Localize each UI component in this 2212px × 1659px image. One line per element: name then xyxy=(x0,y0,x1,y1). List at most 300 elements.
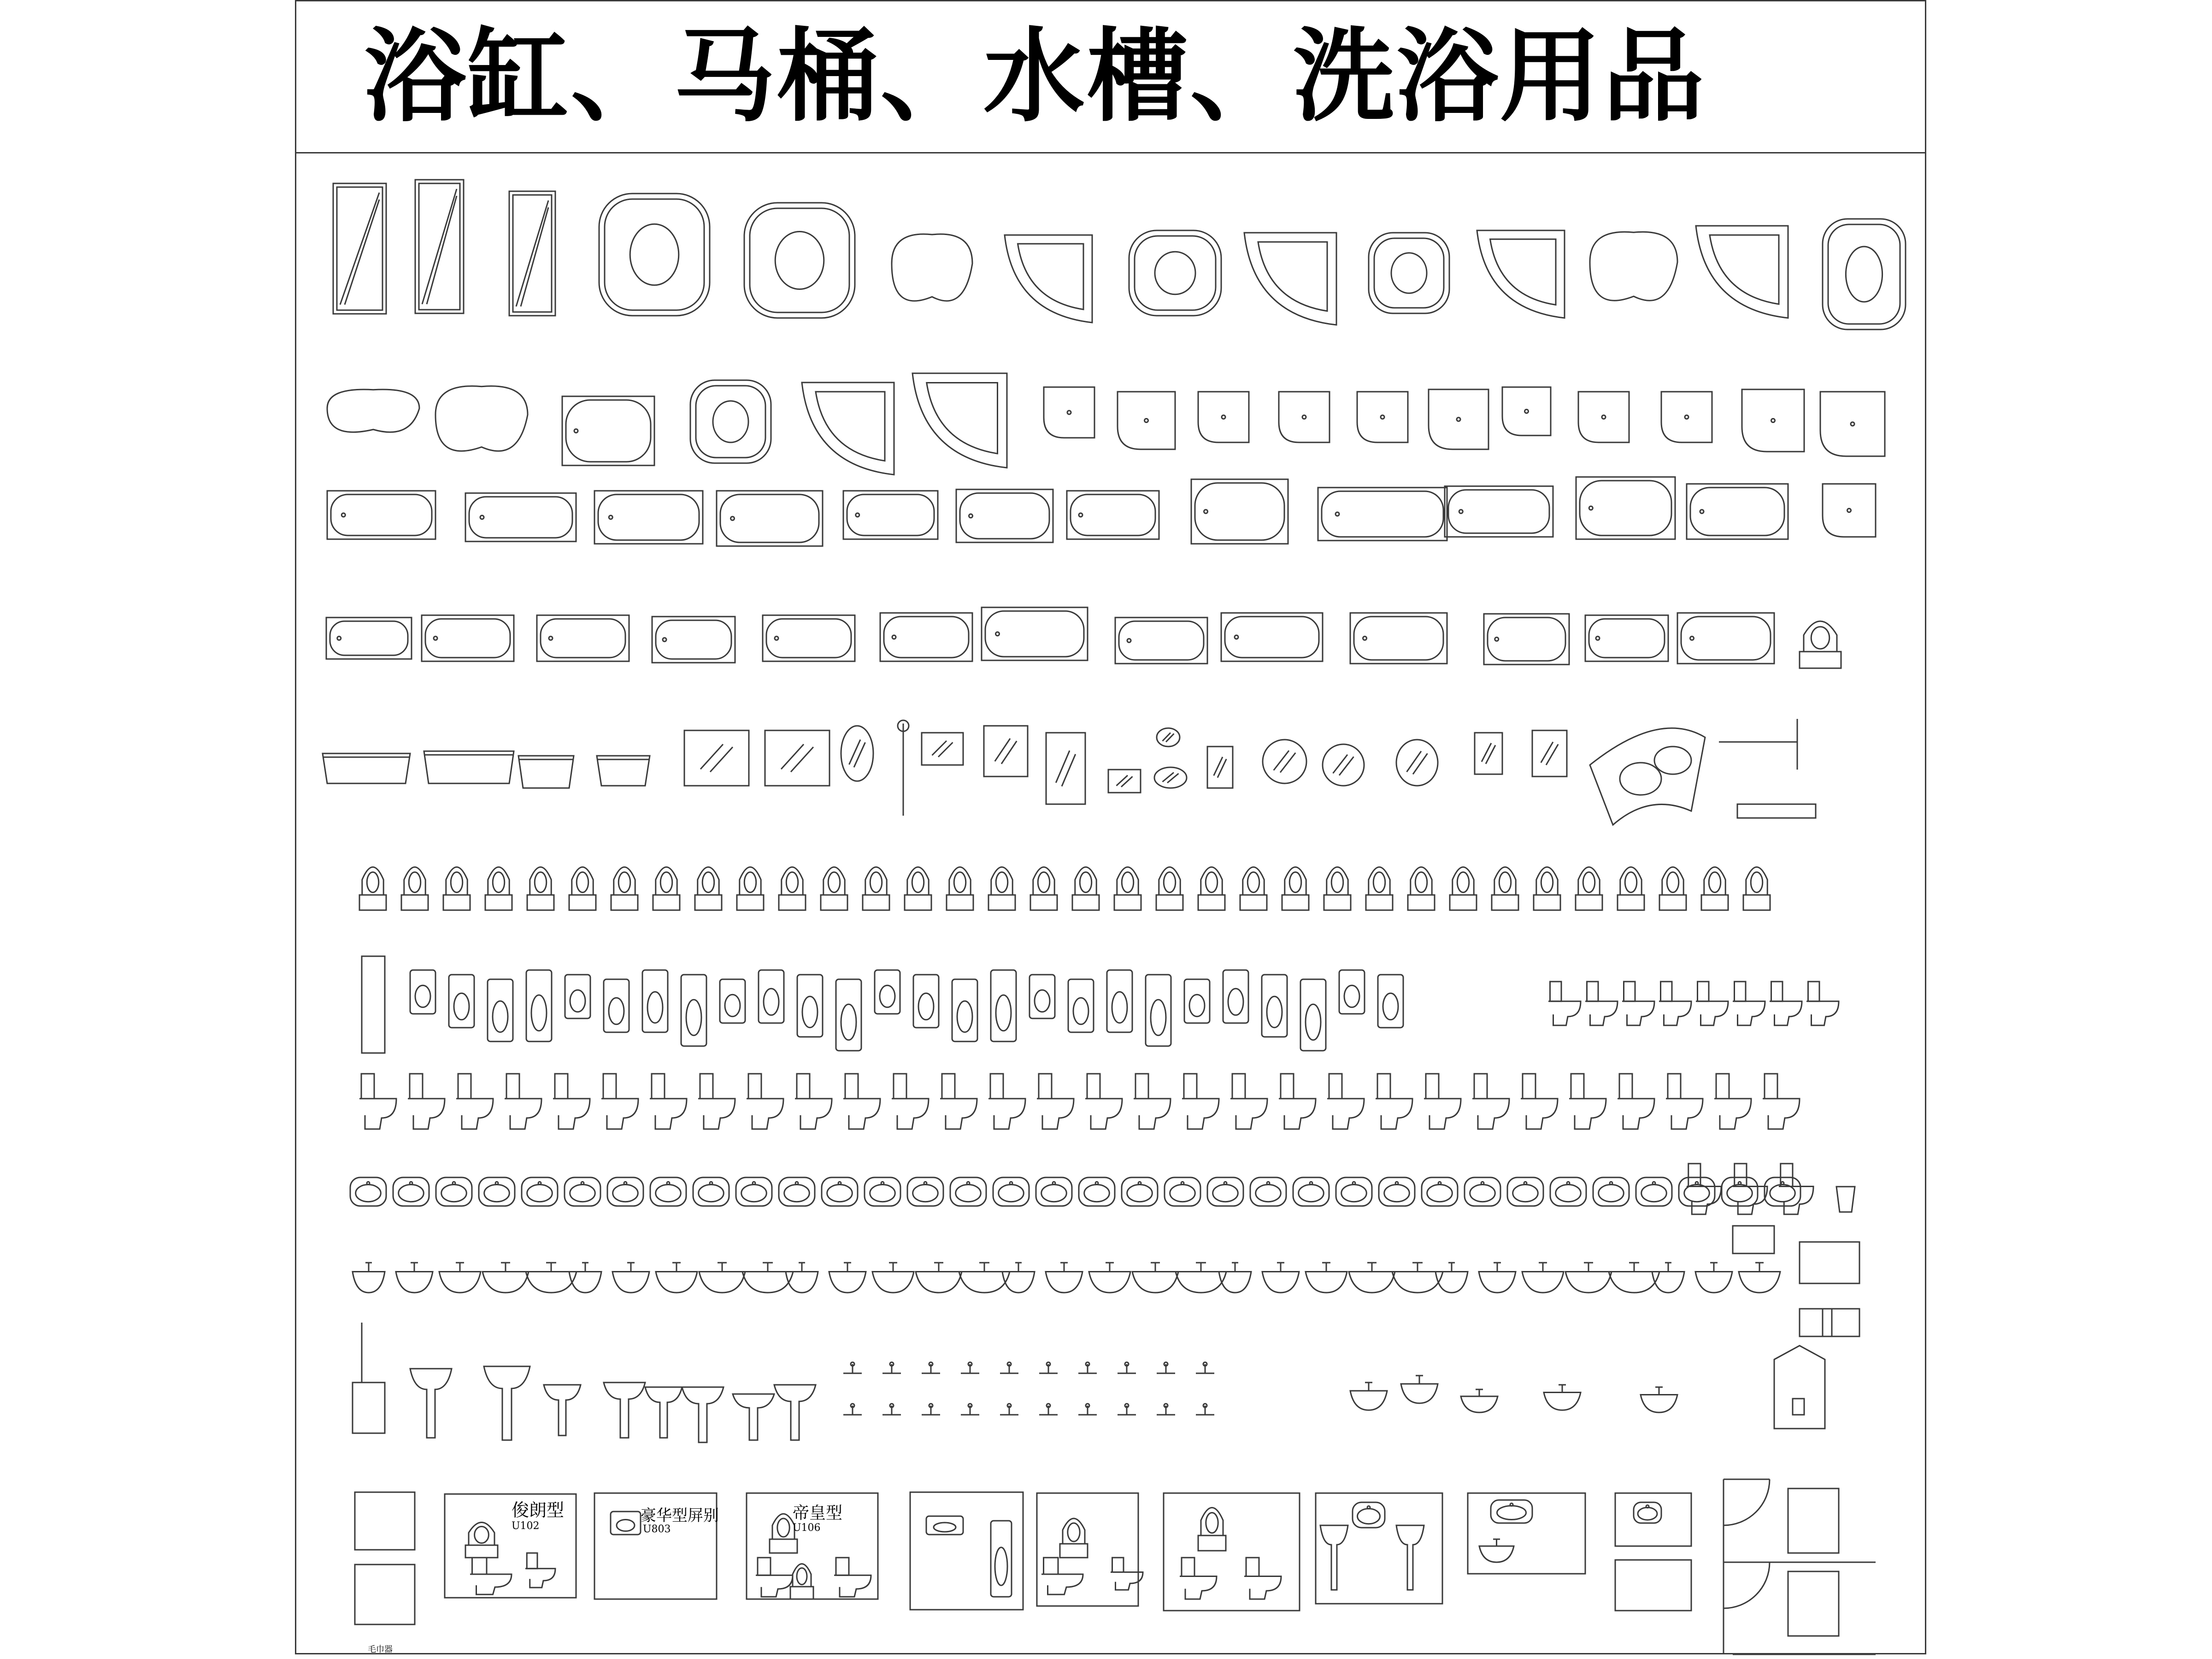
toilet-plan-78 xyxy=(401,867,428,911)
toilet-elevation-154 xyxy=(795,1074,832,1129)
toilet-plan-88 xyxy=(821,867,847,911)
toilet-plan-108 xyxy=(1659,867,1686,911)
bathtub-32 xyxy=(465,493,576,541)
corner-tub-6 xyxy=(1005,235,1092,323)
detail-panel-286 xyxy=(1316,1493,1442,1604)
mirror-65 xyxy=(922,733,963,765)
basin-plan-311 xyxy=(1634,1502,1661,1523)
toilet-elevation-174 xyxy=(1763,1074,1800,1129)
sink-elevation-229 xyxy=(1089,1263,1130,1293)
shower-tray-22 xyxy=(1198,392,1249,442)
basin-plan-176 xyxy=(393,1177,429,1206)
basin-plan-187 xyxy=(865,1177,900,1206)
urinal-114 xyxy=(526,970,552,1041)
detail-panel-279 xyxy=(355,1565,415,1624)
mirror-64 xyxy=(841,726,873,781)
basin-plan-186 xyxy=(822,1177,858,1206)
urinal-127 xyxy=(1030,975,1055,1018)
basin-plan-188 xyxy=(907,1177,943,1206)
towel-ring-stand xyxy=(898,720,909,816)
bathtub-47 xyxy=(652,617,735,663)
toilet-elevation-171 xyxy=(1618,1074,1654,1129)
shower-tray-25 xyxy=(1429,389,1488,449)
urinal-121 xyxy=(797,975,823,1037)
toilet-elevation-298 xyxy=(834,1558,871,1597)
toilet-elevation-211 xyxy=(1779,1164,1813,1214)
fitting-262 xyxy=(1196,1362,1214,1373)
niche-plan xyxy=(1774,1346,1825,1429)
freeform-tub-5 xyxy=(892,234,972,301)
urinal-115 xyxy=(565,975,590,1018)
basin-plan-190 xyxy=(993,1177,1029,1206)
pedestal-basin-245 xyxy=(410,1369,452,1438)
toilet-elevation-147 xyxy=(456,1074,493,1129)
fitting-267 xyxy=(1000,1404,1018,1415)
curved-vanity xyxy=(1590,728,1705,825)
toilet-plan-110 xyxy=(1743,867,1770,911)
basin-plan-181 xyxy=(607,1177,643,1206)
fitting-269 xyxy=(1078,1404,1097,1415)
pedestal-basin-248 xyxy=(604,1382,645,1438)
pedestal-basin-246 xyxy=(484,1366,530,1440)
toilet-plan-92 xyxy=(988,867,1015,911)
mirror-75 xyxy=(1475,733,1502,774)
shower-tray-28 xyxy=(1661,392,1712,442)
fitting-254 xyxy=(882,1362,901,1373)
urinal-136 xyxy=(1378,975,1403,1028)
basin-plan-309 xyxy=(1491,1500,1532,1523)
sink-elevation-213 xyxy=(396,1263,433,1293)
toilet-elevation-173 xyxy=(1714,1074,1751,1129)
detail-panel-287 xyxy=(1468,1493,1585,1574)
sink-elevation-241 xyxy=(1609,1263,1659,1293)
fitting-258 xyxy=(1039,1362,1058,1373)
sink-elevation-225 xyxy=(916,1263,962,1293)
basin-plan-184 xyxy=(736,1177,772,1206)
detail-panel-285 xyxy=(1164,1493,1300,1611)
tub-elevation-60 xyxy=(518,756,574,788)
fitting-256 xyxy=(961,1362,979,1373)
toilet-plan-105 xyxy=(1534,867,1560,911)
basin-plan-175 xyxy=(350,1177,386,1206)
toilet-elevation-142 xyxy=(1733,982,1765,1025)
sink-elevation-224 xyxy=(872,1263,914,1293)
toilet-elevation-164 xyxy=(1279,1074,1316,1129)
partition xyxy=(362,956,385,1053)
basin-plan-195 xyxy=(1207,1177,1243,1206)
basin-plan-189 xyxy=(950,1177,986,1206)
corner-tub-19 xyxy=(912,373,1007,468)
pedestal-basin-249 xyxy=(645,1387,682,1438)
sink-elevation-310 xyxy=(1479,1539,1514,1562)
shower-tray-21 xyxy=(1118,392,1175,449)
fitting-265 xyxy=(922,1404,940,1415)
toilet-elevation-170 xyxy=(1569,1074,1606,1129)
mirror-74 xyxy=(1396,740,1438,786)
toilet-plan-90 xyxy=(905,867,931,911)
corner-tub-10 xyxy=(1477,230,1565,318)
bathtub-16 xyxy=(562,396,654,465)
shower-tray-24 xyxy=(1357,392,1408,442)
urinal-124 xyxy=(913,975,939,1028)
bathtub-38 xyxy=(1191,479,1288,544)
urinal-304 xyxy=(926,1516,963,1535)
panel-code-2: U803 xyxy=(643,1524,671,1535)
toilet-elevation-161 xyxy=(1134,1074,1171,1129)
panel-label-2: 豪华型屏别 xyxy=(641,1506,719,1525)
shower-tray-27 xyxy=(1578,392,1629,442)
detail-panel-289 xyxy=(1615,1560,1691,1611)
detail-panel-283 xyxy=(910,1492,1023,1610)
toilet-elevation-148 xyxy=(505,1074,541,1129)
bathtub-48 xyxy=(763,615,855,661)
urinal-126 xyxy=(991,970,1016,1041)
toilet-elevation-163 xyxy=(1230,1074,1267,1129)
bathtub-42 xyxy=(1687,484,1788,539)
urinal-130 xyxy=(1146,975,1171,1046)
mirror-68 xyxy=(1108,770,1141,793)
urinal-134 xyxy=(1300,979,1326,1051)
toilet-plan-103 xyxy=(1450,867,1477,911)
shower-enclosure-0 xyxy=(333,183,386,314)
shower-tray-26 xyxy=(1502,387,1551,435)
whirlpool-tub-13 xyxy=(1823,219,1906,329)
pedestal-basin-251 xyxy=(733,1394,774,1440)
toilet-plan-80 xyxy=(485,867,512,911)
sink-elevation-243 xyxy=(1695,1263,1732,1293)
bathtub-49 xyxy=(880,613,972,661)
sink-elevation-221 xyxy=(742,1263,793,1293)
sink-elevation-216 xyxy=(526,1263,577,1293)
sink-elevation-212 xyxy=(353,1263,385,1293)
urinal-128 xyxy=(1068,979,1094,1032)
sink-elevation-236 xyxy=(1392,1263,1443,1293)
sink-elevation-220 xyxy=(699,1263,745,1293)
urinal-132 xyxy=(1223,970,1248,1023)
basin-plan-185 xyxy=(779,1177,815,1206)
urinal-111 xyxy=(410,970,435,1014)
toilet-elevation-140 xyxy=(1659,982,1691,1025)
toilet-plan-294 xyxy=(790,1564,813,1600)
fitting-255 xyxy=(922,1362,940,1373)
toilet-elevation-137 xyxy=(1548,982,1581,1025)
pedestal-basin-247 xyxy=(544,1385,581,1435)
sink-elevation-277 xyxy=(1641,1387,1677,1412)
toilet-plan-99 xyxy=(1282,867,1309,911)
bathtub-51 xyxy=(1115,618,1207,664)
basin-plan-178 xyxy=(479,1177,515,1206)
toilet-plan-81 xyxy=(527,867,554,911)
toilet-elevation-143 xyxy=(1770,982,1802,1025)
toilet-plan-85 xyxy=(695,867,722,911)
toilet-plan-107 xyxy=(1618,867,1644,911)
toilet-plan-83 xyxy=(611,867,638,911)
toilet-elevation-301 xyxy=(1041,1558,1083,1594)
sink-elevation-223 xyxy=(829,1263,866,1293)
basin-plan-179 xyxy=(522,1177,558,1206)
shower-tray-43 xyxy=(1823,484,1876,537)
basin-plan-192 xyxy=(1079,1177,1115,1206)
urinal-303 xyxy=(611,1512,641,1535)
mirror-62 xyxy=(684,730,749,786)
fitting-264 xyxy=(882,1404,901,1415)
basin-plan-206 xyxy=(1679,1177,1715,1206)
toilet-elevation-153 xyxy=(747,1074,783,1129)
corner-tub-18 xyxy=(802,382,894,475)
panel-label-1: 俊朗型 xyxy=(512,1500,565,1520)
mirror-73 xyxy=(1323,744,1364,786)
basin-plan-199 xyxy=(1379,1177,1415,1206)
fitting-259 xyxy=(1078,1362,1097,1373)
bathtub-40 xyxy=(1445,486,1553,537)
fitting-271 xyxy=(1157,1404,1175,1415)
basin-plan-191 xyxy=(1036,1177,1072,1206)
toilet-plan-57 xyxy=(1800,621,1841,668)
basin-plan-201 xyxy=(1465,1177,1500,1206)
toilet-plan-106 xyxy=(1576,867,1602,911)
toilet-elevation-166 xyxy=(1376,1074,1412,1129)
urinal-305 xyxy=(991,1521,1012,1597)
bathtub-41 xyxy=(1576,477,1675,539)
urinal-118 xyxy=(681,975,706,1046)
sink-elevation-276 xyxy=(1544,1385,1581,1410)
fitting-260 xyxy=(1118,1362,1136,1373)
toilet-elevation-144 xyxy=(1806,982,1839,1025)
waste-bin xyxy=(1836,1187,1855,1212)
toilet-plan-91 xyxy=(947,867,973,911)
fitting-261 xyxy=(1157,1362,1175,1373)
urinal-113 xyxy=(488,979,513,1041)
toilet-elevation-145 xyxy=(359,1074,396,1129)
basin-plan-180 xyxy=(565,1177,600,1206)
basin-plan-177 xyxy=(436,1177,472,1206)
vanity-cabinet xyxy=(353,1323,385,1433)
toilet-plan-77 xyxy=(359,867,386,911)
urinal-125 xyxy=(952,979,977,1041)
toilet-elevation-157 xyxy=(940,1074,977,1129)
block-library xyxy=(323,180,1906,1654)
basin-plan-205 xyxy=(1636,1177,1672,1206)
toilet-plan-102 xyxy=(1408,867,1435,911)
mirror-71 xyxy=(1207,747,1233,788)
shower-tray-29 xyxy=(1742,389,1804,452)
toilet-plan-94 xyxy=(1072,867,1099,911)
bathtub-31 xyxy=(327,491,435,539)
sink-elevation-239 xyxy=(1522,1263,1564,1293)
toilet-plan-79 xyxy=(443,867,470,911)
bathtub-44 xyxy=(326,618,412,659)
tub-elevation-59 xyxy=(424,751,514,783)
toilet-elevation-162 xyxy=(1182,1074,1219,1129)
fitting-272 xyxy=(1196,1404,1214,1415)
toilet-plan-82 xyxy=(569,867,596,911)
mirror-72 xyxy=(1263,740,1306,783)
corner-tub-12 xyxy=(1696,226,1788,318)
urinal-116 xyxy=(604,979,629,1032)
basin-plan-308 xyxy=(1353,1502,1385,1528)
detail-panel-288 xyxy=(1615,1493,1691,1546)
fitting-263 xyxy=(843,1404,862,1415)
fitting-257 xyxy=(1000,1362,1018,1373)
tub-elevation-61 xyxy=(597,756,650,786)
fitting-253 xyxy=(843,1362,862,1373)
toilet-plan-104 xyxy=(1492,867,1518,911)
mirror-67 xyxy=(1046,733,1085,804)
toilet-elevation-158 xyxy=(988,1074,1025,1129)
sink-elevation-231 xyxy=(1176,1263,1226,1293)
toilet-elevation-297 xyxy=(756,1558,793,1597)
corner-tub-8 xyxy=(1244,233,1336,325)
toilet-plan-95 xyxy=(1114,867,1141,911)
freeform-tub-11 xyxy=(1590,232,1677,300)
panel-code-3: U106 xyxy=(793,1522,821,1534)
freeform-tub-14 xyxy=(327,389,419,432)
toilet-elevation-156 xyxy=(892,1074,929,1129)
urinal-112 xyxy=(449,975,474,1028)
toilet-elevation-150 xyxy=(601,1074,638,1129)
basin-plan-197 xyxy=(1293,1177,1329,1206)
sink-elevation-228 xyxy=(1046,1263,1082,1293)
bathtub-36 xyxy=(956,489,1053,542)
sink-elevation-244 xyxy=(1739,1263,1780,1293)
toilet-plan-84 xyxy=(653,867,680,911)
toilet-elevation-149 xyxy=(553,1074,590,1129)
fitting-270 xyxy=(1118,1404,1136,1415)
basin-plan-196 xyxy=(1250,1177,1286,1206)
toilet-elevation-146 xyxy=(408,1074,445,1129)
bathtub-33 xyxy=(594,491,703,544)
fitting-268 xyxy=(1039,1404,1058,1415)
towel-rack-label: 毛巾器 xyxy=(368,1645,393,1654)
shower-tray-23 xyxy=(1279,392,1330,442)
bathtub-55 xyxy=(1585,615,1668,661)
basin-plan-204 xyxy=(1593,1177,1629,1206)
toilet-plan-100 xyxy=(1324,867,1351,911)
mirror-69 xyxy=(1157,728,1180,747)
bathtub-54 xyxy=(1484,614,1569,665)
toilet-elevation-141 xyxy=(1696,982,1728,1025)
mirror-63 xyxy=(765,730,830,786)
toilet-elevation-300 xyxy=(1244,1558,1281,1599)
bathtub-39 xyxy=(1318,488,1447,541)
toilet-plan-89 xyxy=(863,867,889,911)
restroom-plan xyxy=(1724,1479,1876,1654)
panel-code-1: U102 xyxy=(512,1520,540,1532)
bathtub-52 xyxy=(1221,613,1323,661)
bathtub-50 xyxy=(982,607,1088,660)
basin-plan-193 xyxy=(1122,1177,1158,1206)
bathtub-46 xyxy=(537,615,629,661)
basin-plan-198 xyxy=(1336,1177,1372,1206)
sink-elevation-235 xyxy=(1349,1263,1395,1293)
basin-plan-208 xyxy=(1765,1177,1800,1206)
shower-tray-30 xyxy=(1820,392,1885,456)
sink-elevation-275 xyxy=(1461,1389,1498,1412)
toilet-elevation-172 xyxy=(1666,1074,1703,1129)
sink-elevation-226 xyxy=(959,1263,1010,1293)
toilet-elevation-299 xyxy=(1180,1558,1217,1599)
urinal-120 xyxy=(759,970,784,1023)
urinal-135 xyxy=(1339,970,1365,1014)
sink-elevation-219 xyxy=(656,1263,697,1293)
urinal-133 xyxy=(1262,975,1287,1037)
urinal-117 xyxy=(642,970,668,1032)
mirror-76 xyxy=(1532,730,1567,777)
panel-labels xyxy=(368,1500,842,1654)
sink-elevation-273 xyxy=(1350,1382,1387,1410)
toilet-elevation-139 xyxy=(1622,982,1654,1025)
whirlpool-tub-17 xyxy=(690,380,771,463)
page-title: 浴缸、马桶、水槽、洗浴用品 xyxy=(364,16,1706,135)
toilet-plan-292 xyxy=(1060,1518,1088,1558)
mirror-66 xyxy=(984,726,1028,777)
toilet-elevation-155 xyxy=(843,1074,880,1129)
basin-plan-194 xyxy=(1165,1177,1200,1206)
toilet-elevation-138 xyxy=(1585,982,1618,1025)
bathtub-56 xyxy=(1677,613,1774,664)
toilet-plan-290 xyxy=(465,1523,498,1558)
toilet-plan-97 xyxy=(1198,867,1225,911)
sink-elevation-233 xyxy=(1262,1263,1299,1293)
toilet-elevation-296 xyxy=(525,1553,555,1588)
toilet-elevation-159 xyxy=(1037,1074,1074,1129)
fitting-266 xyxy=(961,1404,979,1415)
sink-elevation-274 xyxy=(1401,1376,1438,1403)
toilet-plan-87 xyxy=(779,867,806,911)
toilet-elevation-168 xyxy=(1472,1074,1509,1129)
toilet-elevation-152 xyxy=(698,1074,735,1129)
pedestal-basin-306 xyxy=(1320,1525,1348,1590)
shower-tray-20 xyxy=(1044,387,1094,438)
whirlpool-tub-3 xyxy=(599,194,710,316)
shower-enclosure-1 xyxy=(415,180,464,313)
bathtub-34 xyxy=(717,491,823,546)
whirlpool-tub-9 xyxy=(1369,233,1449,313)
toilet-elevation-151 xyxy=(650,1074,687,1129)
kitchen-sink xyxy=(1733,1226,1859,1336)
bathtub-37 xyxy=(1067,491,1159,539)
toilet-plan-101 xyxy=(1366,867,1393,911)
bathtub-35 xyxy=(843,491,938,539)
pedestal-basin-250 xyxy=(682,1387,724,1442)
urinal-119 xyxy=(720,979,745,1023)
toilet-elevation-167 xyxy=(1424,1074,1461,1129)
basin-plan-207 xyxy=(1722,1177,1758,1206)
basin-plan-202 xyxy=(1507,1177,1543,1206)
toilet-plan-293 xyxy=(1198,1508,1226,1551)
toilet-plan-93 xyxy=(1030,867,1057,911)
sink-elevation-215 xyxy=(482,1263,529,1293)
detail-panel-278 xyxy=(355,1492,415,1550)
sink-elevation-238 xyxy=(1479,1263,1516,1293)
freeform-tub-15 xyxy=(435,386,528,451)
pedestal-basin-252 xyxy=(774,1385,816,1440)
sink-elevation-214 xyxy=(439,1263,481,1293)
sink-elevation-230 xyxy=(1132,1263,1178,1293)
pedestal-basin-307 xyxy=(1396,1525,1424,1590)
sink-elevation-234 xyxy=(1306,1263,1347,1293)
toilet-elevation-165 xyxy=(1327,1074,1364,1129)
toilet-plan-98 xyxy=(1240,867,1267,911)
basin-plan-203 xyxy=(1550,1177,1586,1206)
basin-plan-200 xyxy=(1422,1177,1458,1206)
mirror-70 xyxy=(1154,767,1187,788)
sink-elevation-240 xyxy=(1565,1263,1612,1293)
toilet-plan-109 xyxy=(1701,867,1728,911)
bathtub-53 xyxy=(1350,613,1447,664)
urinal-123 xyxy=(875,970,900,1014)
basin-plan-182 xyxy=(650,1177,686,1206)
